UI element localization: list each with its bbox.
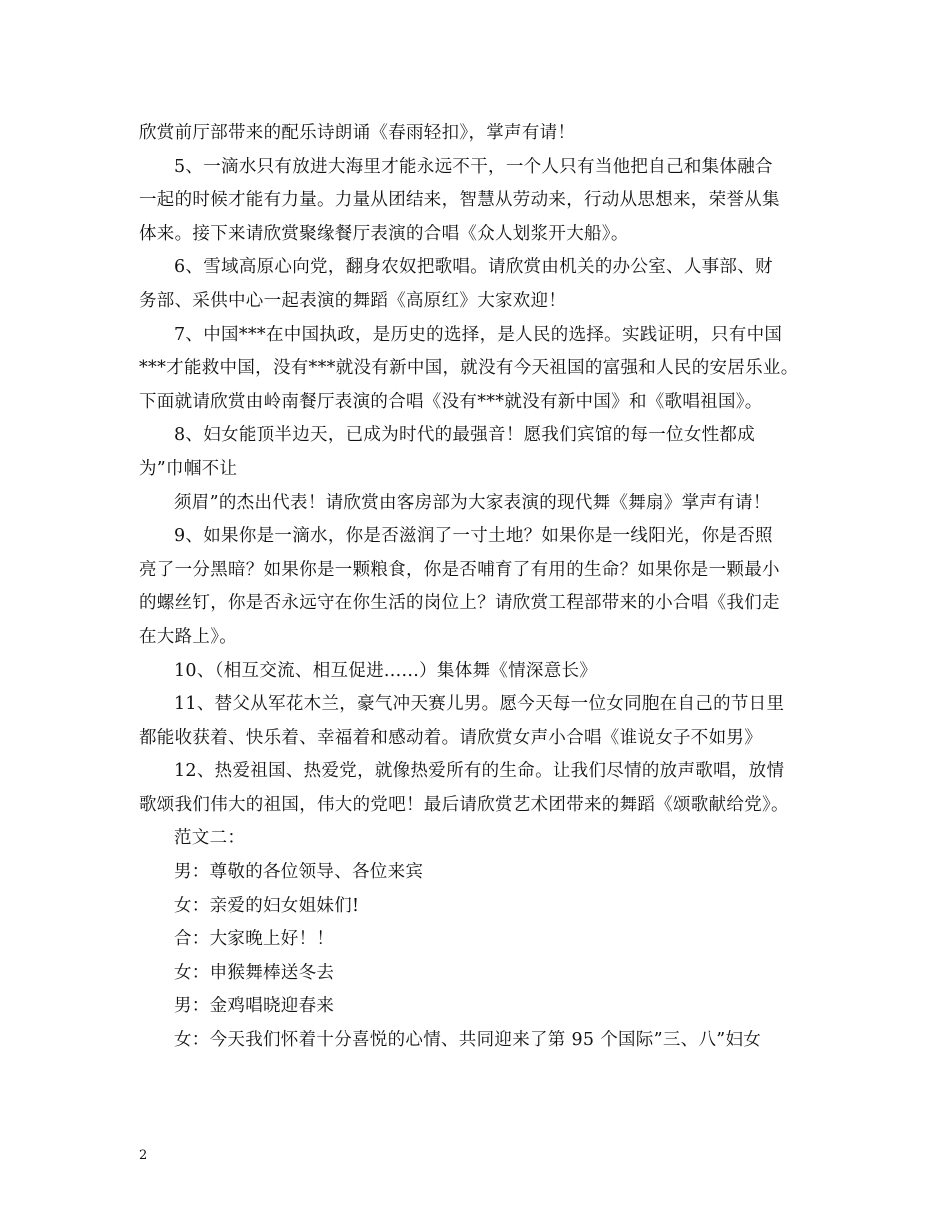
text-line: ***才能救中国，没有***就没有新中国，就没有今天祖国的富强和人民的安居乐业。: [139, 358, 799, 379]
text-line: 合：大家晚上好！！: [174, 929, 335, 950]
text-line: 11、替父从军花木兰，豪气冲天赛儿男。愿今天每一位女同胞在自己的节日里: [174, 694, 785, 715]
text-line: 7、中国***在中国执政，是历史的选择，是人民的选择。实践证明，只有中国: [174, 324, 783, 345]
text-line: 为”巾帼不让: [139, 458, 238, 479]
text-line: 女：申猴舞棒送冬去: [174, 962, 335, 983]
text-line: 范文二：: [174, 828, 246, 849]
text-line: 12、热爱祖国、热爱党，就像热爱所有的生命。让我们尽情的放声歌唱，放情: [174, 761, 785, 782]
text-line: 都能收获着、快乐着、幸福着和感动着。请欣赏女声小合唱《谁说女子不如男》: [139, 727, 762, 748]
text-line: 下面就请欣赏由岭南餐厅表演的合唱《没有***就没有新中国》和《歌唱祖国》。: [139, 391, 763, 412]
text-line: 女：今天我们怀着十分喜悦的心情、共同迎来了第 95 个国际”三、八”妇女: [174, 1030, 762, 1051]
text-line: 6、雪域高原心向党，翻身农奴把歌唱。请欣赏由机关的办公室、人事部、财: [174, 257, 773, 278]
text-line: 8、妇女能顶半边天，已成为时代的最强音！愿我们宾馆的每一位女性都成: [174, 425, 756, 446]
text-line: 9、如果你是一滴水，你是否滋润了一寸土地？如果你是一线阳光，你是否照: [174, 526, 773, 547]
text-line: 10、（相互交流、相互促进......）集体舞《情深意长》: [174, 660, 598, 681]
page-number: 2: [139, 1148, 148, 1163]
text-line: 歌颂我们伟大的祖国，伟大的党吧！最后请欣赏艺术团带来的舞蹈《颂歌献给党》。: [139, 794, 789, 815]
text-line: 体来。接下来请欣赏聚缘餐厅表演的合唱《众人划浆开大船》。: [139, 223, 629, 244]
text-line: 女：亲爱的妇女姐妹们!: [174, 895, 360, 916]
text-line: 5、一滴水只有放进大海里才能永远不干，一个人只有当他把自己和集体融合: [174, 156, 773, 177]
text-line: 须眉”的杰出代表！请欣赏由客房部为大家表演的现代舞《舞扇》掌声有请！: [174, 492, 771, 513]
document-body: [139, 117, 829, 1058]
text-line: 一起的时候才能有力量。力量从团结来，智慧从劳动来，行动从思想来，荣誉从集: [139, 190, 780, 211]
text-line: 的螺丝钉，你是否永远守在你生活的岗位上？请欣赏工程部带来的小合唱《我们走: [139, 593, 780, 614]
text-line: 亮了一分黑暗？如果你是一颗粮食，你是否哺育了有用的生命？如果你是一颗最小: [139, 559, 780, 580]
text-line: 在大路上》。: [139, 626, 238, 647]
text-line: 男：金鸡唱晓迎春来: [174, 996, 335, 1017]
text-line: 务部、采供中心一起表演的舞蹈《高原红》大家欢迎！: [139, 290, 567, 311]
text-line: 欣赏前厅部带来的配乐诗朗诵《春雨轻扣》，掌声有请！: [139, 123, 576, 143]
text-line: 男：尊敬的各位领导、各位来宾: [174, 862, 424, 883]
